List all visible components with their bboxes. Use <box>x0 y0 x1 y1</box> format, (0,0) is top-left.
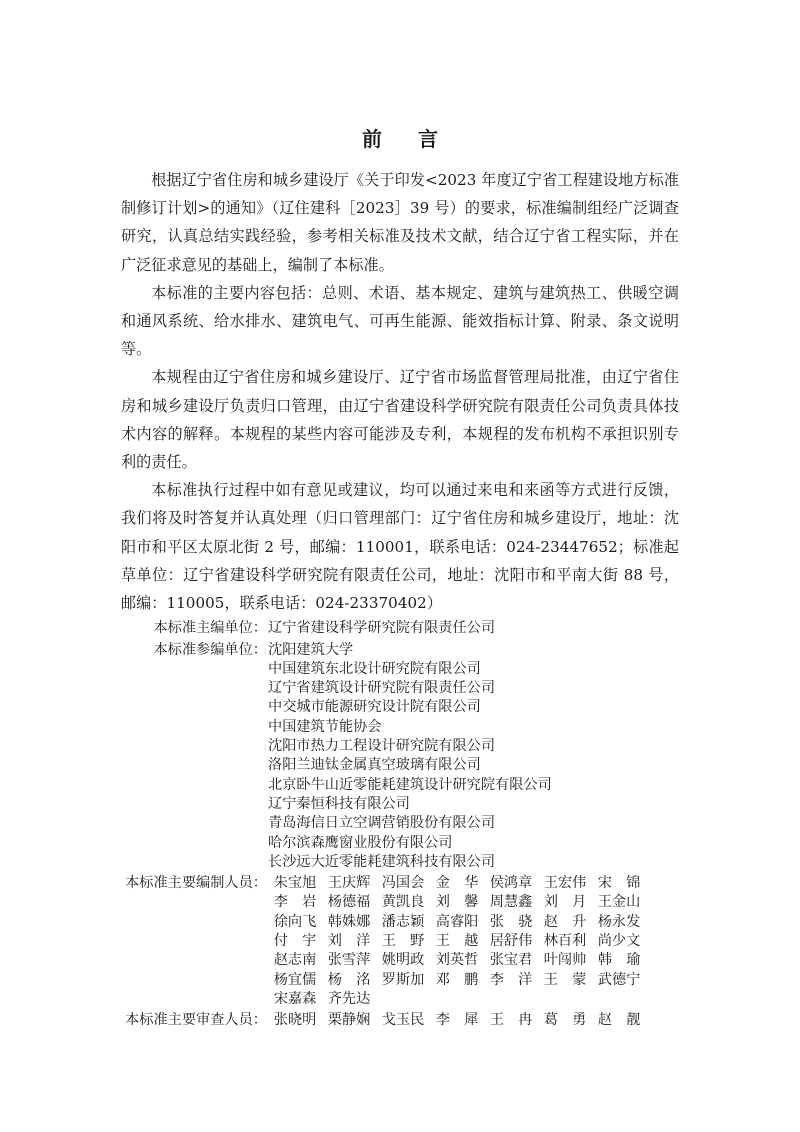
participating-unit-value: 沈阳建筑大学 <box>268 641 354 658</box>
person-name: 潘志颖 <box>381 913 425 930</box>
person-name: 张晓明 <box>273 1012 317 1029</box>
person-name: 李 犀 <box>435 1012 479 1029</box>
participating-unit-row <box>121 660 679 679</box>
person-name: 刘 月 <box>543 894 587 911</box>
main-reviewers-block <box>121 1011 679 1030</box>
person-name: 张雪萍 <box>327 952 371 969</box>
participating-unit-row <box>121 853 679 872</box>
person-name: 刘 馨 <box>435 894 479 911</box>
participating-unit-value: 中国建筑东北设计研究院有限公司 <box>268 660 481 677</box>
person-name: 张宝君 <box>489 952 533 969</box>
person-name: 赵 靓 <box>597 1012 641 1029</box>
person-name: 李 洋 <box>489 971 533 988</box>
chief-editor-unit-row <box>121 619 679 638</box>
chief-editor-unit-block <box>121 619 679 638</box>
participating-unit-row <box>121 795 679 814</box>
main-drafters-row <box>121 971 679 990</box>
main-drafters-names <box>268 971 679 990</box>
main-drafters-names <box>268 913 679 932</box>
main-drafters-row <box>121 951 679 970</box>
participating-units-label: 本标准参编单位： <box>153 641 267 658</box>
participating-unit-row <box>121 756 679 775</box>
participating-unit-row <box>121 641 679 660</box>
person-name: 王 冉 <box>489 1012 533 1029</box>
main-drafters-row <box>121 874 679 893</box>
person-name: 刘 洋 <box>327 933 371 949</box>
participating-unit-value: 北京卧牛山近零能耗建筑设计研究院有限公司 <box>268 776 552 793</box>
person-name: 杨德福 <box>327 894 371 911</box>
person-name: 王 野 <box>381 933 425 949</box>
participating-unit-row <box>121 698 679 717</box>
person-name: 周慧鑫 <box>489 894 533 911</box>
person-name: 王庆辉 <box>327 875 371 892</box>
main-drafters-names <box>268 893 679 912</box>
person-name: 宋嘉森 <box>273 990 317 1007</box>
person-name: 邓 鹏 <box>435 971 479 988</box>
participating-unit-value: 辽宁秦恒科技有限公司 <box>268 795 410 812</box>
participating-unit-row <box>121 834 679 853</box>
person-name: 叶闯帅 <box>543 952 587 969</box>
participating-units-block <box>121 641 679 873</box>
main-drafters-names <box>268 990 679 1009</box>
person-name: 金 华 <box>435 875 479 892</box>
participating-unit-row <box>121 814 679 833</box>
participating-unit-row <box>121 679 679 698</box>
chief-editor-unit-value: 辽宁省建设科学研究院有限责任公司 <box>268 620 496 637</box>
person-name: 侯鸿章 <box>489 875 533 892</box>
person-name: 杨 洺 <box>327 971 371 988</box>
participating-unit-value: 沈阳市热力工程设计研究院有限公司 <box>268 738 496 755</box>
main-drafters-names <box>268 932 679 951</box>
person-name: 朱宝旭 <box>273 875 317 892</box>
participating-unit-row <box>121 737 679 756</box>
main-drafters-label: 本标准主要编制人员： <box>125 875 267 892</box>
participating-unit-value: 中国建筑节能协会 <box>268 718 382 735</box>
person-name: 赵志南 <box>273 952 317 969</box>
person-name: 高睿阳 <box>435 913 479 930</box>
person-name: 杨宜儒 <box>273 971 317 988</box>
person-name: 徐向飞 <box>273 913 317 930</box>
person-name: 刘英哲 <box>435 952 479 969</box>
main-drafters-row <box>121 990 679 1009</box>
chief-editor-unit-label: 本标准主编单位： <box>153 620 267 637</box>
person-name: 冯国会 <box>381 875 425 892</box>
main-drafters-row <box>121 932 679 951</box>
foreword-paragraph-4: 本标准执行过程中如有意见或建议，均可以通过来电和来函等方式进行反馈，我们将及时答复并认真处理（归口管理部门：辽宁省住房和城乡建设厅，地址：沈阳市和平区太原北街 2 号，邮编：110001，联系电话：024-23447652；标准起草单位：辽宁省建设科学研究院有限责任公司，地址：沈阳市和平南大街 88 号，邮编：110005，联系电话：024-23370402） <box>121 481 679 613</box>
foreword-paragraph-3: 本规程由辽宁省住房和城乡建设厅、辽宁省市场监督管理局批准，由辽宁省住房和城乡建设厅负责归口管理，由辽宁省建设科学研究院有限责任公司负责具体技术内容的解释。本规程的某些内容可能涉及专利，本规程的发布机构不承担识别专利的责任。 <box>121 368 679 472</box>
person-name: 赵 升 <box>543 913 587 930</box>
person-name: 戈玉民 <box>381 1012 425 1029</box>
person-name: 李 岩 <box>273 894 317 911</box>
participating-unit-value: 长沙远大近零能耗建筑科技有限公司 <box>268 853 496 870</box>
person-name: 王 越 <box>435 933 479 949</box>
participating-unit-value: 青岛海信日立空调营销股份有限公司 <box>268 815 496 832</box>
participating-unit-value: 洛阳兰迪钛金属真空玻璃有限公司 <box>268 757 481 774</box>
person-name: 栗静娴 <box>327 1012 371 1029</box>
person-name: 张 骁 <box>489 913 533 930</box>
participating-unit-value: 辽宁省建筑设计研究院有限责任公司 <box>268 680 496 697</box>
person-name: 居舒伟 <box>489 933 533 949</box>
person-name: 齐先达 <box>327 990 371 1007</box>
person-name: 葛 勇 <box>543 1012 587 1029</box>
person-name: 王宏伟 <box>543 875 587 892</box>
person-name: 王金山 <box>597 894 641 911</box>
person-name: 尚少文 <box>597 933 641 949</box>
person-name: 黄凯良 <box>381 894 425 911</box>
foreword-paragraph-1: 根据辽宁省住房和城乡建设厅《关于印发<2023 年度辽宁省工程建设地方标准制修订计划>的通知》（辽住建科［2023］39 号）的要求，标准编制组经广泛调查研究，认真总结实践经验，参考相关标准及技术文献，结合辽宁省工程实际，并在广泛征求意见的基础上，编制了本标准。 <box>121 171 679 274</box>
main-drafters-names <box>268 951 679 970</box>
person-name: 武德宁 <box>597 971 641 988</box>
main-reviewers-row <box>121 1011 679 1030</box>
person-name: 付 宇 <box>273 933 317 949</box>
participating-unit-row <box>121 776 679 795</box>
person-name: 王 蒙 <box>543 971 587 988</box>
person-name: 韩 瑜 <box>597 952 641 969</box>
main-reviewers-label: 本标准主要审查人员： <box>125 1012 267 1029</box>
person-name: 杨永发 <box>597 913 641 930</box>
person-name: 林百利 <box>543 933 587 949</box>
main-reviewers-names <box>268 1011 679 1030</box>
main-drafters-row <box>121 893 679 912</box>
person-name: 韩姝娜 <box>327 913 371 930</box>
page-title: 前 言 <box>362 127 446 151</box>
person-name: 宋 锦 <box>597 875 641 892</box>
participating-unit-value: 中交城市能源研究设计院有限公司 <box>268 699 481 716</box>
participating-unit-row <box>121 718 679 737</box>
main-drafters-names <box>268 874 679 893</box>
page-content <box>121 126 679 1030</box>
main-drafters-block <box>121 874 679 1009</box>
foreword-paragraph-2: 本标准的主要内容包括：总则、术语、基本规定、建筑与建筑热工、供暖空调和通风系统、给水排水、建筑电气、可再生能源、能效指标计算、附录、条文说明等。 <box>121 283 679 359</box>
person-name: 罗斯加 <box>381 971 425 988</box>
person-name: 姚明政 <box>381 952 425 969</box>
main-drafters-row <box>121 913 679 932</box>
participating-unit-value: 哈尔滨森鹰窗业股份有限公司 <box>268 834 453 851</box>
